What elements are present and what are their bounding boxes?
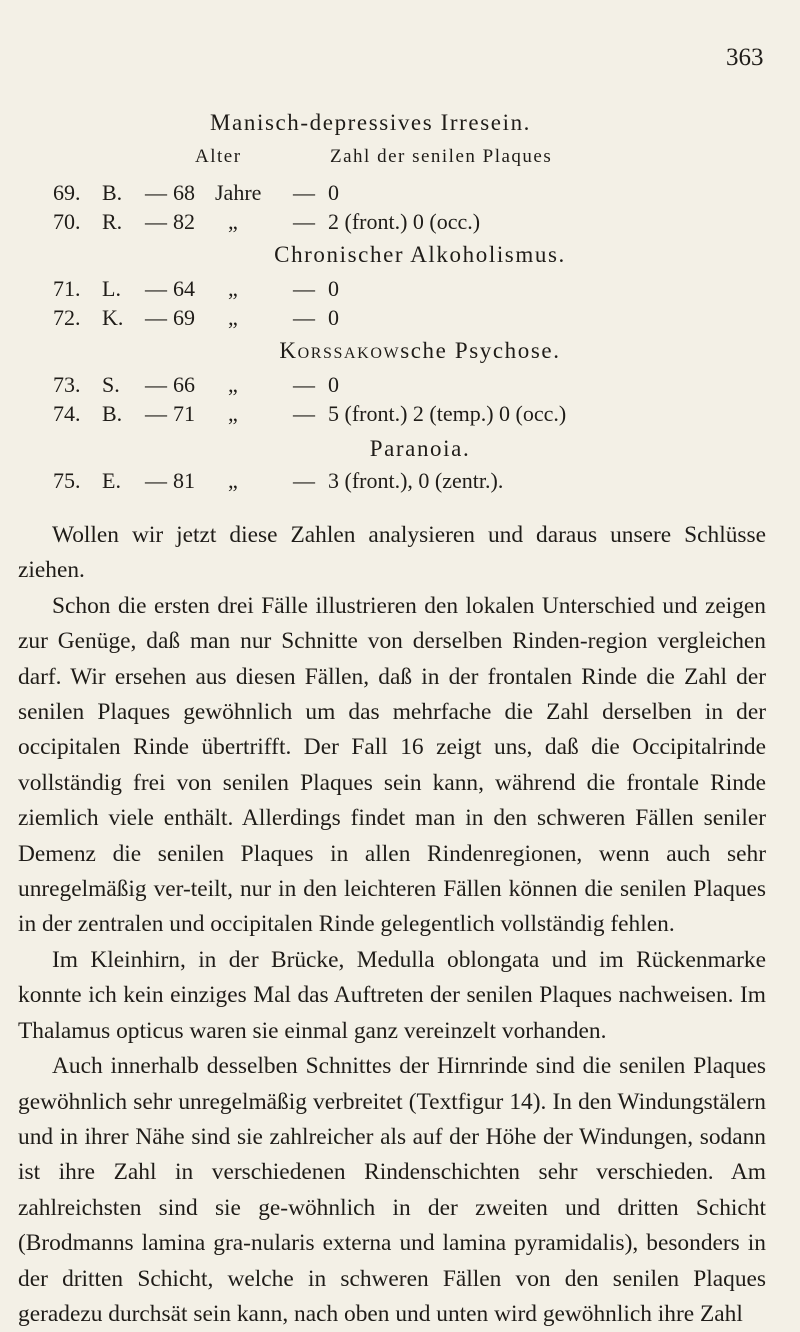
dash: — xyxy=(145,401,167,426)
case-number: 73. xyxy=(53,372,81,397)
dash: — xyxy=(293,209,315,234)
table-row xyxy=(0,401,800,431)
ditto-mark: „ xyxy=(228,372,238,397)
dash: — xyxy=(293,372,315,397)
dash: — xyxy=(145,209,167,234)
dash: — xyxy=(293,276,315,301)
section-heading-paranoia: Paranoia. xyxy=(369,436,471,461)
case-initial: B. xyxy=(102,180,123,205)
case-age: 64 xyxy=(173,276,195,301)
case-initial: E. xyxy=(102,468,121,493)
column-header-zahl: Zahl der senilen Plaques xyxy=(330,146,553,167)
case-age: 66 xyxy=(173,372,195,397)
table-row xyxy=(0,276,800,306)
table-row xyxy=(0,305,800,335)
page-number: 363 xyxy=(726,44,764,71)
dash: — xyxy=(293,468,315,493)
case-age: 82 xyxy=(173,209,195,234)
section-heading-alkoholismus: Chronischer Alkoholismus. xyxy=(274,242,566,267)
dash: — xyxy=(293,305,315,330)
case-age: 68 xyxy=(173,180,195,205)
case-number: 75. xyxy=(53,468,81,493)
age-unit: Jahre xyxy=(215,180,262,205)
section-heading-korssakow xyxy=(0,338,800,364)
dash: — xyxy=(145,276,167,301)
case-initial: K. xyxy=(102,305,124,330)
plaque-count: 3 (front.), 0 (zentr.). xyxy=(328,468,504,493)
paragraph: Auch innerhalb desselben Schnittes der Hirnrinde sind die senilen Plaques gewöhnlich sehr unregelmäßig verbreitet (Textfigur 14). In den Windungstälern und in ihrer Nähe sind sie zahlreicher als auf der Höhe der Windungen, sodann ist ihre Zahl in verschiedenen Rindenschichten sehr verschieden. Am zahlreichsten sind sie ge-wöhnlich in der zweiten und dritten Schicht (Brodmanns lamina gra-nularis externa und lamina pyramidalis), besonders in der dritten Schicht, welche in schweren Fällen von den senilen Plaques geradezu durchsät sein kann, nach oben und unten wird gewöhnlich ihre Zahl xyxy=(18,1053,766,1327)
table-row xyxy=(0,209,800,239)
dash: — xyxy=(145,372,167,397)
case-initial: S. xyxy=(102,372,120,397)
case-age: 69 xyxy=(173,305,195,330)
paragraph: Wollen wir jetzt diese Zahlen analysieren und daraus unsere Schlüsse ziehen. xyxy=(18,522,766,584)
paragraph: Im Kleinhirn, in der Brücke, Medulla oblongata und im Rückenmarke konnte ich kein einziges Mal das Auftreten der senilen Plaques nachweisen. Im Thalamus opticus waren sie einmal ganz vereinzelt vorhanden. xyxy=(18,946,766,1044)
dash: — xyxy=(145,305,167,330)
korssakow-name: Korssakow xyxy=(279,338,401,363)
case-number: 74. xyxy=(53,401,81,426)
ditto-mark: „ xyxy=(228,276,238,301)
plaque-count: 0 xyxy=(328,305,339,330)
ditto-mark: „ xyxy=(228,468,238,493)
case-initial: L. xyxy=(102,276,121,301)
case-initial: B. xyxy=(102,401,123,426)
case-initial: R. xyxy=(102,209,123,234)
dash: — xyxy=(145,468,167,493)
plaque-count: 0 xyxy=(328,372,339,397)
case-age: 71 xyxy=(173,401,195,426)
plaque-count: 2 (front.) 0 (occ.) xyxy=(328,209,481,234)
plaque-count: 0 xyxy=(328,276,339,301)
plaque-count: 0 xyxy=(328,180,339,205)
dash: — xyxy=(145,180,167,205)
ditto-mark: „ xyxy=(228,401,238,426)
case-age: 81 xyxy=(173,468,195,493)
case-number: 69. xyxy=(53,180,81,205)
table-row xyxy=(0,468,800,498)
table-row xyxy=(0,372,800,402)
case-number: 70. xyxy=(53,209,81,234)
case-number: 72. xyxy=(53,305,81,330)
case-number: 71. xyxy=(53,276,81,301)
dash: — xyxy=(293,180,315,205)
column-header-alter: Alter xyxy=(195,146,242,167)
plaque-count: 5 (front.) 2 (temp.) 0 (occ.) xyxy=(328,401,567,426)
table-row xyxy=(0,180,800,210)
paragraph: Schon die ersten drei Fälle illustrieren den lokalen Unterschied und zeigen zur Genüge, daß man nur Schnitte von derselben Rinden-region vergleichen darf. Wir ersehen aus diesen Fällen, daß in der frontalen Rinde die Zahl der senilen Plaques gewöhnlich um das mehrfache die Zahl derselben in der occipitalen Rinde übertrifft. Der Fall 16 zeigt uns, daß die Occipitalrinde vollständig frei von senilen Plaques sein kann, während die frontale Rinde ziemlich viele enthält. Allerdings findet man in den schweren Fällen seniler Demenz die senilen Plaques in allen Rindenregionen, wenn auch sehr unregelmäßig ver-teilt, nur in den leichteren Fällen können die senilen Plaques in der zentralen und occipitalen Rinde gelegentlich vollständig fehlen. xyxy=(18,592,766,938)
table-title: Manisch-depressives Irresein. xyxy=(210,110,532,135)
dash: — xyxy=(293,401,315,426)
body-text xyxy=(18,518,766,1332)
ditto-mark: „ xyxy=(228,209,238,234)
korssakow-rest: sche Psychose. xyxy=(400,338,561,363)
ditto-mark: „ xyxy=(228,305,238,330)
